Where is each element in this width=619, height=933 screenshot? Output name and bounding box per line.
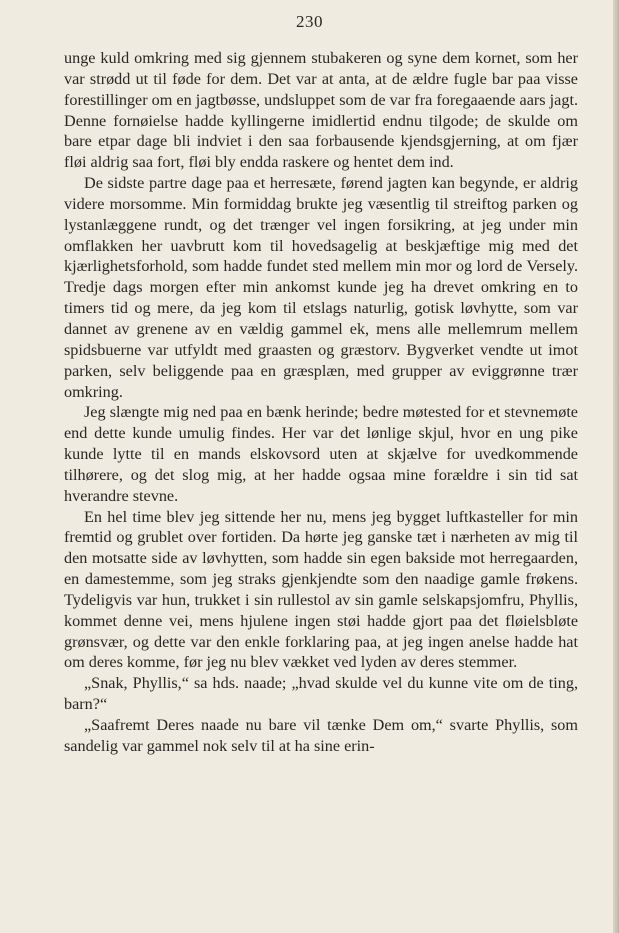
body-text — [64, 48, 578, 757]
page-edge — [613, 0, 619, 933]
paragraph: „Saafremt Deres naade nu bare vil tænke Dem om,“ svarte Phyllis, som sandelig var gammel nok selv til at ha sine erin- — [64, 716, 578, 755]
paragraph: unge kuld omkring med sig gjennem stubakeren og syne dem kornet, som her var strødd ut til føde for dem. Det var at anta, at de ældre fugle bar paa visse forestillinger om en jagtbøsse, undsluppet som de var fra foregaaende aars jagt. Denne fornøielse hadde kyllingerne imidlertid endnu tilgode; de skulde om bare etpar dage bli indviet i den saa forbausende kjendsgjerning, at om fjær fløi aldrig saa fort, fløi bly endda raskere og hentet dem ind. — [64, 49, 578, 172]
paragraph: Jeg slængte mig ned paa en bænk herinde; bedre møtested for et stevnemøte end dette kunde umulig findes. Her var det lønlige skjul, hvor en ung pike kunde lytte til en mands elskovsord uten at skjælve for uvedkommende tilhørere, og det slog mig, at her hadde ogsaa mine forældre i sin tid sat hverandre stevne. — [64, 403, 578, 505]
paragraph: De sidste partre dage paa et herresæte, førend jagten kan begynde, er aldrig videre morsomme. Min formiddag brukte jeg væsentlig til streiftog parken og lystanlæggene rundt, og det trænger vel ingen forsikring, at jeg under min omflakken her uavbrutt kom til hovedsagelig at beskjæftige mig med det kjærlighetsforhold, som hadde fundet sted mellem min mor og lord de Versely. Tredje dags morgen efter min ankomst kunde jeg ha drevet omkring en to timers tid og mere, da jeg kom til etslags naturlig, gotisk løvhytte, som var dannet av grenene av en vældig gammel ek, mens alle mellemrum mellem spidsbuerne var utfyldt med graasten og græstorv. Bygverket vendte ut imot parken, selv beliggende paa en græsplæn, med grupper av eviggrønne trær omkring. — [64, 174, 578, 401]
paragraph: En hel time blev jeg sittende her nu, mens jeg bygget luftkasteller for min fremtid og grublet over fortiden. Da hørte jeg ganske tæt i nærheten av mig til den motsatte side av løvhytten, som hadde sin egen bakside mot herregaarden, en damestemme, som jeg straks gjenkjendte som den naadige gamle frøkens. Tydeligvis var hun, trukket i sin rullestol av sin gamle selskapsjomfru, Phyllis, kommet denne vei, mens hjulene ingen støi hadde gjort paa det fløielsbløte grønsvær, og dette var den enkle forklaring paa, at jeg ingen anelse hadde hat om deres komme, før jeg nu blev vækket ved lyden av deres stemmer. — [64, 507, 578, 672]
paragraph: „Snak, Phyllis,“ sa hds. naade; „hvad skulde vel du kunne vite om de ting, barn?“ — [64, 674, 578, 714]
page-number: 230 — [296, 12, 323, 31]
